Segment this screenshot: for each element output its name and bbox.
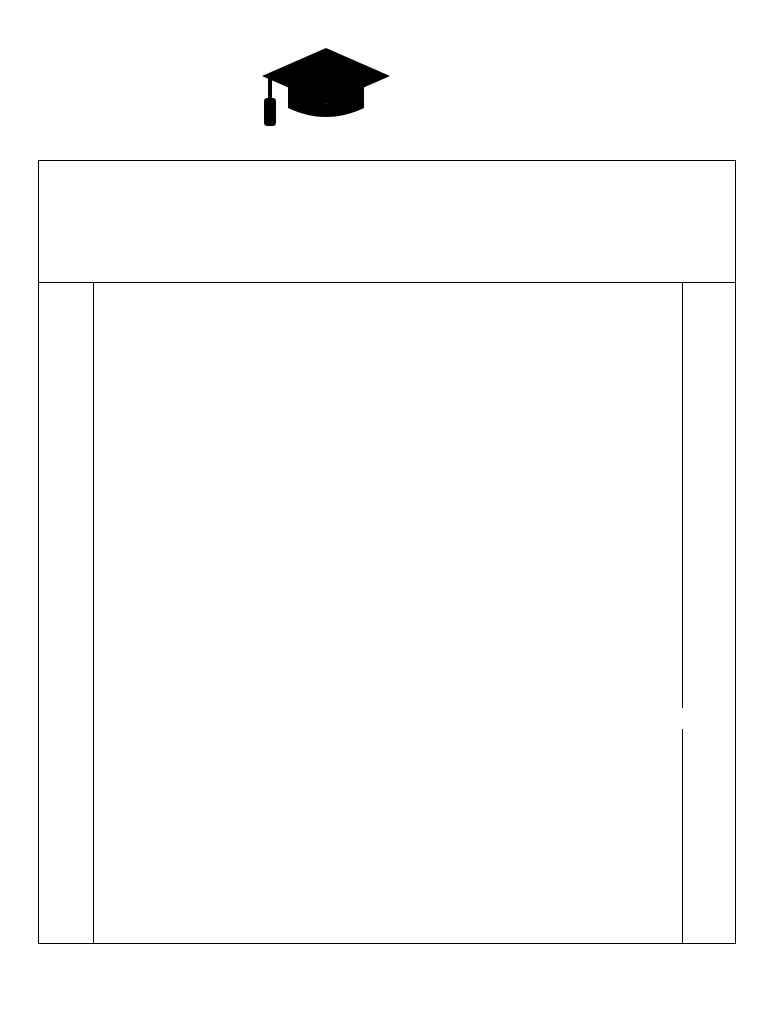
answer-key-table <box>38 160 736 944</box>
graduation-cap-icon <box>258 46 398 136</box>
document-header <box>39 161 735 283</box>
orange-logo <box>258 46 518 158</box>
